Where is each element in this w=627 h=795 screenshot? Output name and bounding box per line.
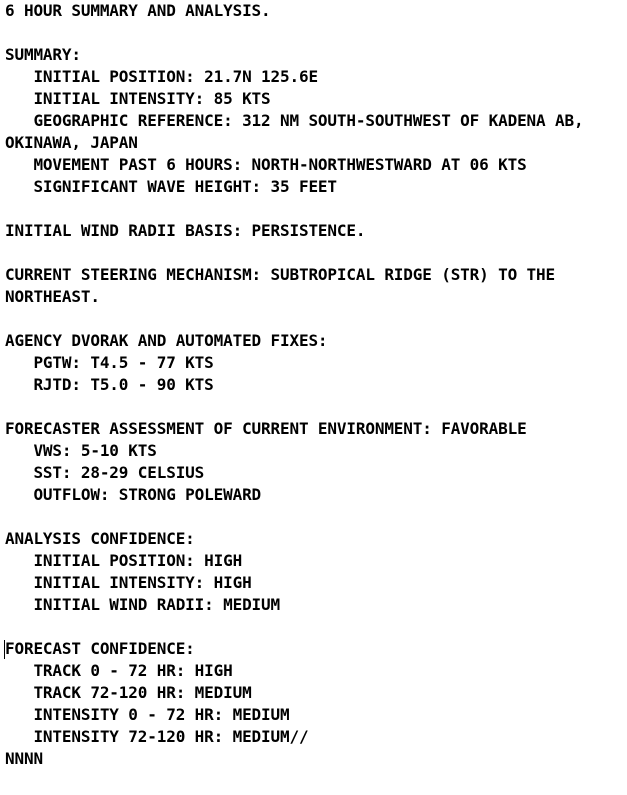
blank-line bbox=[5, 616, 623, 638]
text-line: OUTFLOW: STRONG POLEWARD bbox=[5, 485, 262, 504]
text-line: INITIAL POSITION: 21.7N 125.6E bbox=[5, 67, 318, 86]
text-line: INTENSITY 0 - 72 HR: MEDIUM bbox=[5, 705, 290, 724]
text-line: INITIAL WIND RADII: MEDIUM bbox=[5, 595, 281, 614]
text-line: TRACK 0 - 72 HR: HIGH bbox=[5, 661, 233, 680]
text-line: FORECAST CONFIDENCE: bbox=[5, 639, 195, 658]
text-line: AGENCY DVORAK AND AUTOMATED FIXES: bbox=[5, 331, 328, 350]
text-line: PGTW: T4.5 - 77 KTS bbox=[5, 353, 214, 372]
text-line: RJTD: T5.0 - 90 KTS bbox=[5, 375, 214, 394]
text-line: ANALYSIS CONFIDENCE: bbox=[5, 529, 195, 548]
text-line: SUMMARY: bbox=[5, 45, 81, 64]
text-line: INITIAL INTENSITY: HIGH bbox=[5, 573, 252, 592]
text-line: VWS: 5-10 KTS bbox=[5, 441, 157, 460]
blank-line bbox=[5, 242, 623, 264]
text-line: INITIAL INTENSITY: 85 KTS bbox=[5, 89, 271, 108]
text-line: SIGNIFICANT WAVE HEIGHT: 35 FEET bbox=[5, 177, 337, 196]
text-line: NNNN bbox=[5, 749, 43, 768]
text-cursor bbox=[4, 640, 5, 659]
blank-line bbox=[5, 506, 623, 528]
text-line: TRACK 72-120 HR: MEDIUM bbox=[5, 683, 252, 702]
text-line: MOVEMENT PAST 6 HOURS: NORTH-NORTHWESTWARD AT 06 KTS bbox=[5, 155, 527, 174]
text-line: 6 HOUR SUMMARY AND ANALYSIS. bbox=[5, 1, 271, 20]
text-line: OKINAWA, JAPAN bbox=[5, 133, 138, 152]
text-line: INITIAL POSITION: HIGH bbox=[5, 551, 243, 570]
text-line: INITIAL WIND RADII BASIS: PERSISTENCE. bbox=[5, 221, 366, 240]
text-line: GEOGRAPHIC REFERENCE: 312 NM SOUTH-SOUTHWEST OF KADENA AB, bbox=[5, 111, 584, 130]
text-line: NORTHEAST. bbox=[5, 287, 100, 306]
text-line: CURRENT STEERING MECHANISM: SUBTROPICAL RIDGE (STR) TO THE bbox=[5, 265, 556, 284]
text-line: FORECASTER ASSESSMENT OF CURRENT ENVIRONMENT: FAVORABLE bbox=[5, 419, 527, 438]
blank-line bbox=[5, 198, 623, 220]
blank-line bbox=[5, 308, 623, 330]
text-line: SST: 28-29 CELSIUS bbox=[5, 463, 205, 482]
text-line: INTENSITY 72-120 HR: MEDIUM// bbox=[5, 727, 309, 746]
text-document[interactable] bbox=[5, 0, 623, 770]
blank-line bbox=[5, 22, 623, 44]
blank-line bbox=[5, 396, 623, 418]
